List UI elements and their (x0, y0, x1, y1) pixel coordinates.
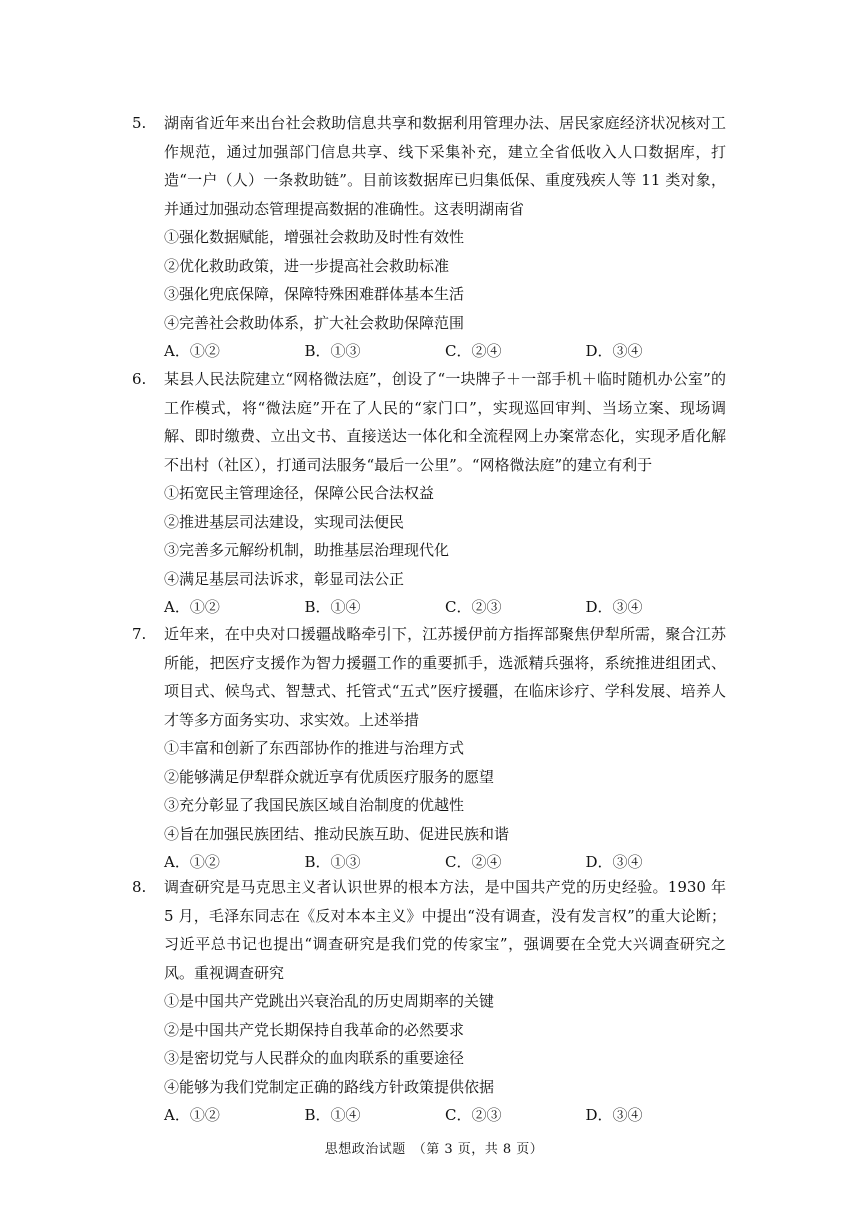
statement-option-2: ②优化救助政策，进一步提高社会救助标准 (164, 256, 450, 275)
answer-choices (164, 337, 726, 366)
question-stem: 近年来，在中央对口援疆战略牵引下，江苏援伊前方指挥部聚焦伊犁所需，聚合江苏所能，把医疗支援作为智力援疆工作的重要抓手，选派精兵强将，系统推进组团式、项目式、候鸟式、智慧式、托管式“五式”医疗援疆，在临床诊疗、学科发展、培养人才等多方面务实功、求实效。上述举措 (164, 625, 726, 729)
choice-b: B．①④ (304, 598, 361, 616)
question-7 (126, 620, 726, 877)
question-stem: 湖南省近年来出台社会救助信息共享和数据利用管理办法、居民家庭经济状况核对工作规范，通过加强部门信息共享、线下采集补充，建立全省低收入人口数据库，打造“一户（人）一条救助链”。目前该数据库已归集低保、重度残疾人等 11 类对象，并通过加强动态管理提高数据的准确性。这表明湖南省 (164, 114, 726, 218)
choice-a: A．①② (164, 598, 220, 616)
question-number: 5. (132, 114, 147, 132)
statement-option-2: ②是中国共产党长期保持自我革命的必然要求 (164, 1020, 465, 1039)
statement-option-4: ④完善社会救助体系，扩大社会救助保障范围 (164, 313, 465, 332)
choice-b: B．①③ (304, 853, 361, 871)
statement-option-3: ③完善多元解纷机制，助推基层治理现代化 (164, 541, 450, 559)
statement-option-1: ①拓宽民主管理途径，保障公民合法权益 (164, 484, 435, 502)
choice-a: A．①② (164, 1106, 220, 1124)
choice-d: D．③④ (585, 1106, 643, 1124)
statement-option-3: ③充分彰显了我国民族区域自治制度的优越性 (164, 796, 465, 814)
question-number: 7. (132, 625, 147, 643)
choice-a: A．①② (164, 342, 220, 360)
question-8 (126, 873, 726, 1130)
question-number: 8. (132, 878, 147, 896)
statement-option-4: ④满足基层司法诉求，彰显司法公正 (164, 569, 405, 588)
choice-d: D．③④ (585, 853, 643, 871)
statement-option-1: ①丰富和创新了东西部协作的推进与治理方式 (164, 739, 465, 757)
answer-choices (164, 593, 726, 622)
statement-option-1: ①强化数据赋能，增强社会救助及时性有效性 (164, 228, 465, 246)
statement-option-2: ②推进基层司法建设，实现司法便民 (164, 512, 405, 531)
statement-option-3: ③强化兜底保障，保障特殊困难群体基本生活 (164, 285, 465, 303)
statement-option-4: ④旨在加强民族团结、推动民族互助、促进民族和谐 (164, 824, 510, 843)
choice-d: D．③④ (585, 598, 643, 616)
choice-c: C．②③ (445, 1106, 502, 1124)
page-footer: 思想政治试题 （第 3 页，共 8 页） (324, 1142, 544, 1157)
choice-d: D．③④ (585, 342, 643, 360)
statement-option-1: ①是中国共产党跳出兴衰治乱的历史周期率的关键 (164, 992, 495, 1010)
statement-option-3: ③是密切党与人民群众的血肉联系的重要途径 (164, 1049, 465, 1067)
question-number: 6. (132, 370, 147, 388)
choice-c: C．②④ (445, 853, 502, 871)
statement-option-2: ②能够满足伊犁群众就近享有优质医疗服务的愿望 (164, 767, 495, 786)
question-stem: 某县人民法院建立“网格微法庭”，创设了“一块牌子＋一部手机＋临时随机办公室”的工作模式，将“微法庭”开在了人民的“家门口”，实现巡回审判、当场立案、现场调解、即时缴费、立出文书、直接送达一体化和全流程网上办案常态化，实现矛盾化解不出村（社区），打通司法服务“最后一公里”。“网格微法庭”的建立有利于 (164, 370, 726, 474)
choice-c: C．②④ (445, 342, 502, 360)
statement-option-4: ④能够为我们党制定正确的路线方针政策提供依据 (164, 1077, 495, 1096)
question-5 (126, 109, 726, 366)
answer-choices (164, 1101, 726, 1130)
choice-c: C．②③ (445, 598, 502, 616)
question-stem: 调查研究是马克思主义者认识世界的根本方法，是中国共产党的历史经验。1930 年 5 月，毛泽东同志在《反对本本主义》中提出“没有调查，没有发言权”的重大论断；习近平总书记也提出“调查研究是我们党的传家宝”，强调要在全党大兴调查研究之风。重视调查研究 (164, 878, 726, 982)
choice-b: B．①④ (304, 1106, 361, 1124)
choice-b: B．①③ (304, 342, 361, 360)
choice-a: A．①② (164, 853, 220, 871)
question-6 (126, 365, 726, 622)
